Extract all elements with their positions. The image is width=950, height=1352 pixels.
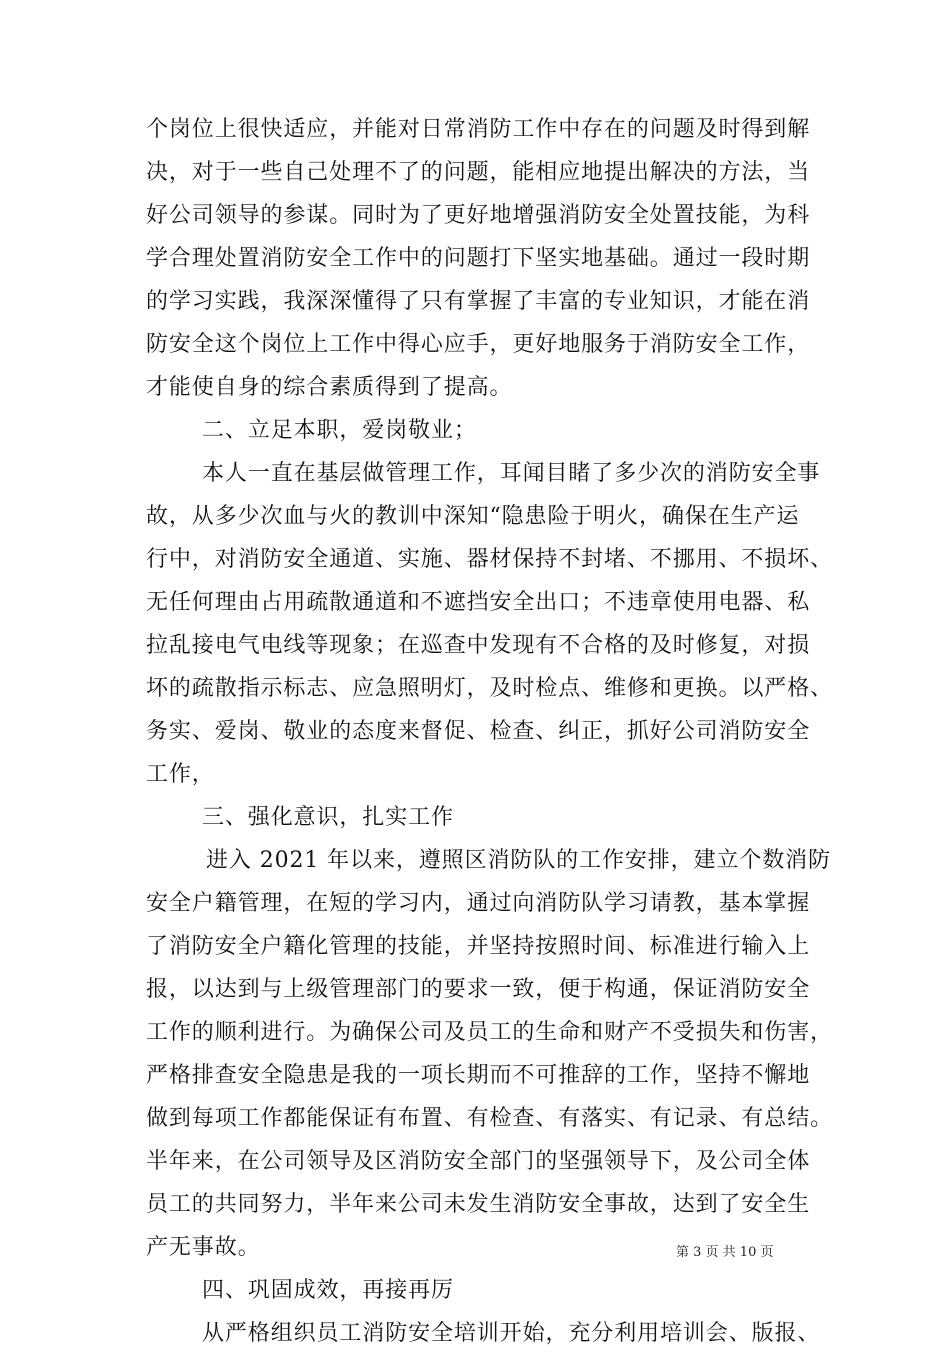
text-line: 了消防安全户籍化管理的技能，并坚持按照时间、标准进行输入上 bbox=[146, 934, 811, 959]
text-line: 拉乱接电气电线等现象；在巡查中发现有不合格的及时修复，对损 bbox=[146, 633, 811, 658]
section-heading: 三、强化意识，扎实工作 bbox=[202, 805, 454, 830]
text-line: 决，对于一些自己处理不了的问题，能相应地提出解决的方法，当 bbox=[146, 160, 811, 185]
text-line: 行中，对消防安全通道、实施、器材保持不封堵、不挪用、不损坏、 bbox=[146, 547, 834, 572]
text-line: 工作的顺利进行。为确保公司及员工的生命和财产不受损失和伤害， bbox=[146, 1020, 834, 1045]
text-line: 进入 2021 年以来，遵照区消防队的工作安排，建立个数消防 bbox=[206, 848, 831, 873]
text-line: 学合理处置消防安全工作中的问题打下坚实地基础。通过一段时期 bbox=[146, 246, 811, 271]
text-line: 产无事故。 bbox=[146, 1235, 261, 1260]
text-line: 做到每项工作都能保证有布置、有检查、有落实、有记录、有总结。 bbox=[146, 1106, 834, 1131]
text-line: 个岗位上很快适应，并能对日常消防工作中存在的问题及时得到解 bbox=[146, 117, 811, 142]
page-indicator: 第 3 页 共 10 页 bbox=[676, 1245, 774, 1260]
text-line: 故，从多少次血与火的教训中深知“隐患险于明火，确保在生产运 bbox=[146, 504, 800, 529]
text-line: 员工的共同努力，半年来公司未发生消防安全事故，达到了安全生 bbox=[146, 1192, 811, 1217]
text-line: 报，以达到与上级管理部门的要求一致，便于构通，保证消防安全 bbox=[146, 977, 811, 1002]
text-line: 严格排查安全隐患是我的一项长期而不可推辞的工作，坚持不懈地 bbox=[146, 1063, 811, 1088]
text-line: 才能使自身的综合素质得到了提高。 bbox=[146, 375, 513, 400]
text-line: 工作， bbox=[146, 762, 215, 787]
text-line: 本人一直在基层做管理工作，耳闻目睹了多少次的消防安全事 bbox=[202, 461, 821, 486]
text-line: 从严格组织员工消防安全培训开始，充分利用培训会、版报、 bbox=[202, 1321, 821, 1346]
text-line: 好公司领导的参谋。同时为了更好地增强消防安全处置技能，为科 bbox=[146, 203, 811, 228]
text-line: 半年来，在公司领导及区消防安全部门的坚强领导下，及公司全体 bbox=[146, 1149, 811, 1174]
section-heading: 二、立足本职，爱岗敬业； bbox=[202, 418, 477, 443]
text-line: 防安全这个岗位上工作中得心应手，更好地服务于消防安全工作， bbox=[146, 332, 811, 357]
text-line: 的学习实践，我深深懂得了只有掌握了丰富的专业知识，才能在消 bbox=[146, 289, 811, 314]
text-line: 无任何理由占用疏散通道和不遮挡安全出口；不违章使用电器、私 bbox=[146, 590, 811, 615]
text-line: 坏的疏散指示标志、应急照明灯，及时检点、维修和更换。以严格、 bbox=[146, 676, 834, 701]
text-line: 务实、爱岗、敬业的态度来督促、检查、纠正，抓好公司消防安全 bbox=[146, 719, 811, 744]
section-heading: 四、巩固成效，再接再厉 bbox=[202, 1278, 454, 1303]
text-line: 安全户籍管理，在短的学习内，通过向消防队学习请教，基本掌握 bbox=[146, 891, 811, 916]
